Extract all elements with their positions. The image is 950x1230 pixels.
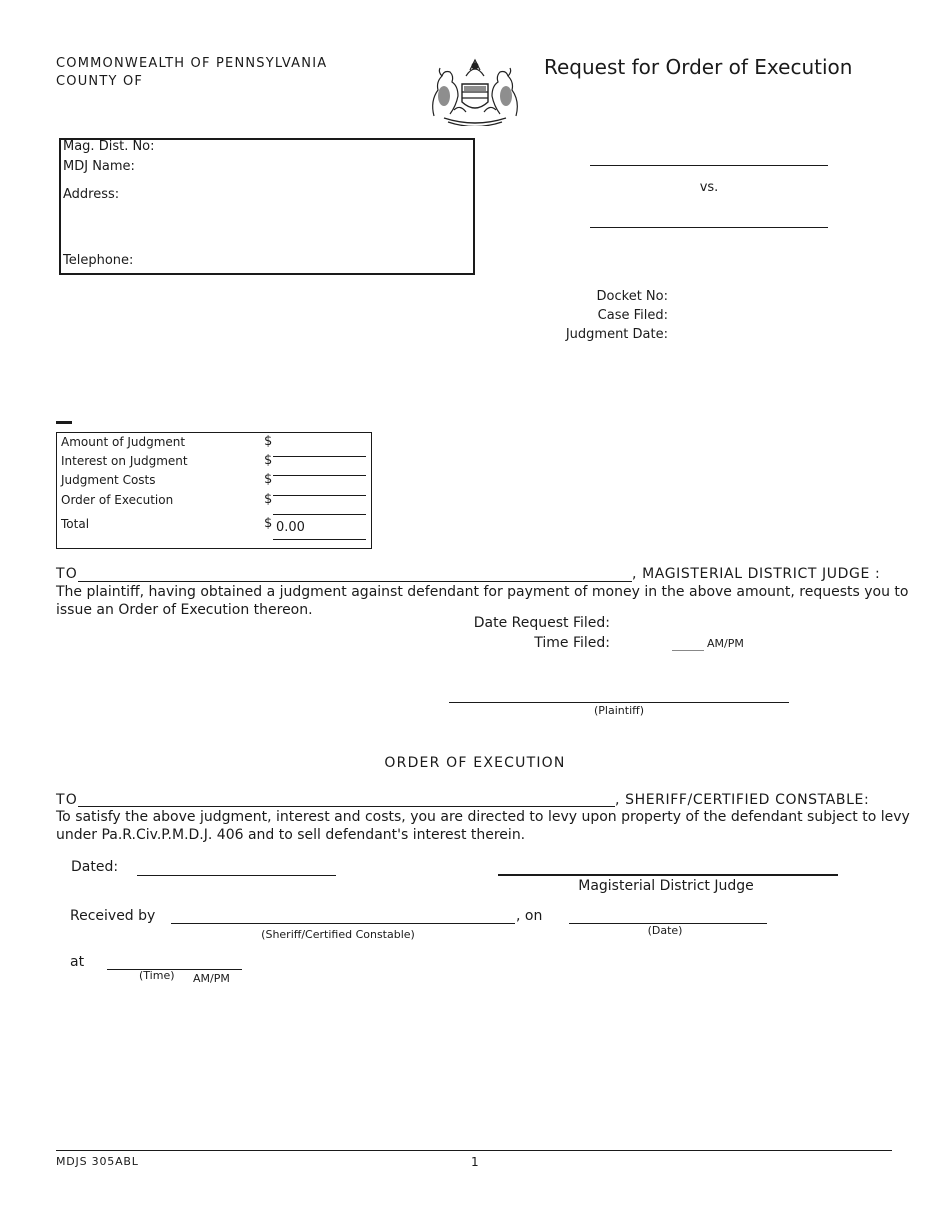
telephone-label: Telephone: bbox=[63, 253, 134, 268]
total-value: 0.00 bbox=[276, 520, 305, 535]
form-title: Request for Order of Execution bbox=[544, 55, 853, 79]
docket-no-label: Docket No: bbox=[596, 289, 668, 304]
mdj-name-label: MDJ Name: bbox=[63, 159, 135, 174]
request-ampm-label: AM/PM bbox=[707, 637, 744, 650]
amount-of-judgment-field[interactable] bbox=[273, 439, 366, 457]
sheriff-constable-label: , SHERIFF/CERTIFIED CONSTABLE: bbox=[615, 792, 870, 808]
date-request-filed-label: Date Request Filed: bbox=[473, 615, 610, 631]
received-on-label: , on bbox=[516, 908, 543, 924]
order-to-label: TO bbox=[56, 792, 78, 808]
versus-label: vs. bbox=[699, 180, 719, 195]
form-code: MDJS 305ABL bbox=[56, 1155, 139, 1168]
received-ampm-label: AM/PM bbox=[193, 972, 230, 985]
pennsylvania-seal-emblem bbox=[424, 56, 526, 126]
time-filed-field[interactable] bbox=[672, 650, 704, 651]
interest-on-judgment-currency: $ bbox=[264, 453, 273, 468]
request-body-line-1: The plaintiff, having obtained a judgment against defendant for payment of money in the above amount, requests you to bbox=[56, 584, 909, 600]
order-body-line-1: To satisfy the above judgment, interest and costs, you are directed to levy upon property of the defendant subject to levy bbox=[56, 809, 910, 825]
plaintiff-caption: (Plaintiff) bbox=[594, 704, 644, 717]
judgment-costs-currency: $ bbox=[264, 472, 273, 487]
magisterial-district-judge-caption: Magisterial District Judge bbox=[578, 878, 754, 894]
received-by-field[interactable] bbox=[171, 906, 515, 924]
plaintiff-signature-field[interactable] bbox=[449, 702, 789, 703]
received-date-caption: (Date) bbox=[647, 924, 683, 937]
amount-of-judgment-currency: $ bbox=[264, 434, 273, 449]
magistrate-addressee-field[interactable] bbox=[78, 564, 632, 582]
dated-label: Dated: bbox=[71, 859, 119, 875]
judgment-costs-field[interactable] bbox=[273, 478, 366, 496]
footer-divider bbox=[56, 1150, 892, 1151]
magisterial-district-judge-label: , MAGISTERIAL DISTRICT JUDGE : bbox=[632, 566, 881, 582]
sheriff-addressee-field[interactable] bbox=[78, 789, 615, 807]
page-number: 1 bbox=[471, 1155, 479, 1169]
interest-on-judgment-field[interactable] bbox=[273, 458, 366, 476]
defendant-name-field[interactable] bbox=[590, 210, 828, 228]
county-label: COUNTY OF bbox=[56, 74, 144, 89]
order-of-execution-field[interactable] bbox=[273, 497, 366, 515]
judgment-date-label: Judgment Date: bbox=[565, 327, 668, 342]
order-of-execution-currency: $ bbox=[264, 492, 273, 507]
request-body-line-2: issue an Order of Execution thereon. bbox=[56, 602, 313, 618]
request-to-label: TO bbox=[56, 566, 78, 582]
order-of-execution-heading: ORDER OF EXECUTION bbox=[384, 755, 566, 771]
judge-signature-field[interactable] bbox=[498, 874, 838, 876]
judgment-costs-label: Judgment Costs bbox=[61, 473, 156, 487]
total-field[interactable] bbox=[273, 521, 366, 540]
dated-field[interactable] bbox=[137, 858, 336, 876]
received-time-field[interactable] bbox=[107, 952, 242, 970]
interest-on-judgment-label: Interest on Judgment bbox=[61, 454, 188, 468]
order-of-execution-label: Order of Execution bbox=[61, 493, 174, 507]
commonwealth-label: COMMONWEALTH OF PENNSYLVANIA bbox=[56, 56, 328, 71]
mag-dist-no-label: Mag. Dist. No: bbox=[63, 139, 155, 154]
received-date-field[interactable] bbox=[569, 906, 767, 924]
received-by-label: Received by bbox=[70, 908, 156, 924]
case-filed-label: Case Filed: bbox=[597, 308, 668, 323]
received-at-label: at bbox=[70, 954, 85, 970]
amount-of-judgment-label: Amount of Judgment bbox=[61, 435, 186, 449]
section-marker bbox=[56, 421, 72, 424]
plaintiff-name-field[interactable] bbox=[590, 148, 828, 166]
address-label: Address: bbox=[63, 187, 120, 202]
received-time-caption: (Time) bbox=[139, 969, 175, 982]
order-body-line-2: under Pa.R.Civ.P.M.D.J. 406 and to sell defendant's interest therein. bbox=[56, 827, 526, 843]
sheriff-constable-caption: (Sheriff/Certified Constable) bbox=[261, 928, 415, 941]
time-filed-label: Time Filed: bbox=[534, 635, 610, 651]
total-label: Total bbox=[61, 517, 90, 531]
total-currency: $ bbox=[264, 516, 273, 531]
